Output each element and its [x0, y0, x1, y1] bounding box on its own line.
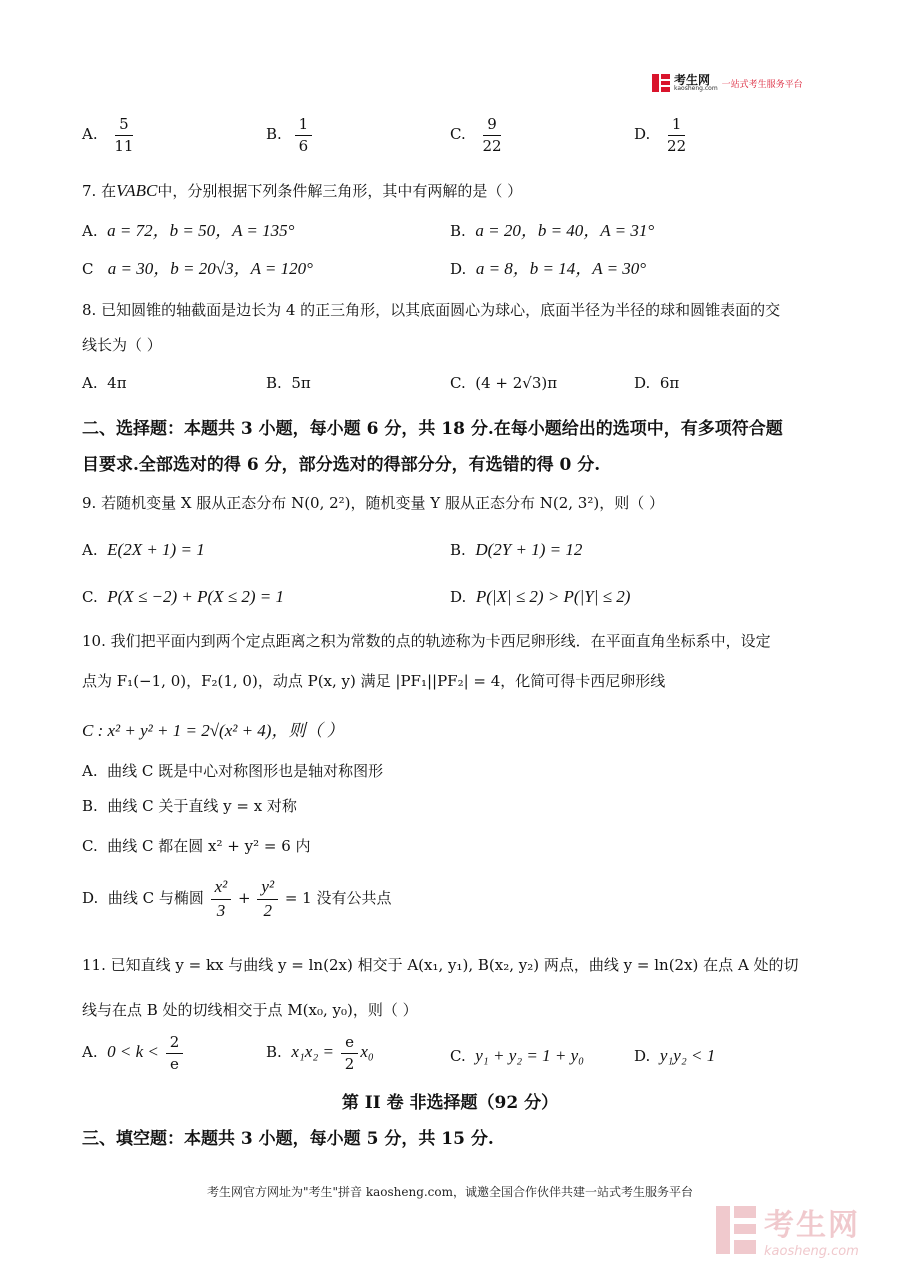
q11-stem-line1: 11. 已知直线 y = kx 与曲线 y = ln(2x) 相交于 A(x₁, y₁), B(x₂, y₂) 两点，曲线 y = ln(2x) 在点 A 处的切: [82, 956, 799, 974]
q10-option-a: A. 曲线 C 既是中心对称图形也是轴对称图形: [82, 762, 384, 780]
q9-option-a: A. E(2X + 1) = 1: [82, 540, 205, 559]
header-logo: [652, 74, 803, 92]
footer-text: 考生网官方网址为"考生"拼音 kaosheng.com，诚邀全国合作伙伴共建一站式考生服务平台: [206, 1185, 694, 1199]
q10-stem-line2: 点为 F₁(−1, 0)，F₂(1, 0)，动点 P(x, y) 满足 |PF₁||PF₂| = 4，化简可得卡西尼卵形线: [82, 672, 666, 690]
section2-heading-line2: 目要求.全部选对的得 6 分，部分选对的得部分分，有选错的得 0 分.: [82, 455, 601, 475]
q9-option-b: B. D(2Y + 1) = 12: [450, 540, 583, 559]
q7-option-c: C a = 30，b = 20√3，A = 120°: [82, 259, 313, 278]
q11-option-d: D. y₁y₂ < 1: [634, 1046, 716, 1065]
q10-option-c: C. 曲线 C 都在圆 x² + y² = 6 内: [82, 837, 311, 855]
q6-option-d: D. $\frac{1}{22}$: [634, 115, 687, 155]
q8-stem-line2: 线长为（ ）: [82, 336, 162, 354]
watermark-logo-icon: [716, 1206, 756, 1254]
q10-option-d: D. 曲线 C 与椭圆 $\frac{\text{x²}}{3}$ + $\frac{\text{y²}}{2}$ = 1 没有公共点: [82, 877, 392, 920]
q11-option-b: B. x₁x₂ = $\frac{e}{2}$ x₀: [266, 1033, 374, 1073]
watermark: [716, 1200, 860, 1259]
q8-option-d: D. 6π: [634, 374, 680, 392]
q11-option-a: A. 0 < k < $\frac{2}{e}$: [82, 1034, 185, 1072]
brand-url: kaosheng.com: [674, 85, 718, 92]
watermark-title: 考生网: [764, 1208, 860, 1243]
q11-stem-line2: 线与在点 B 处的切线相交于点 M(x₀, y₀)，则（ ）: [82, 1001, 418, 1019]
q10-option-b: B. 曲线 C 关于直线 y = x 对称: [82, 797, 297, 815]
section3-heading: 三、填空题：本题共 3 小题，每小题 5 分，共 15 分.: [82, 1129, 494, 1149]
q7-option-d: D. a = 8，b = 14，A = 30°: [450, 259, 647, 278]
q8-option-c: C. (4 + 2√3)π: [450, 374, 558, 392]
q11-option-c: C. y₁ + y₂ = 1 + y₀: [450, 1046, 585, 1065]
q10-stem-line3: C : x² + y² + 1 = 2√(x² + 4)，则（ ）: [82, 721, 344, 740]
q6-option-a: A. $\frac{5}{11}$: [82, 115, 134, 155]
brand-slogan: 一站式考生服务平台: [721, 79, 803, 90]
q9-option-d: D. P(|X| ≤ 2) > P(|Y| ≤ 2): [450, 587, 631, 606]
q7-option-b: B. a = 20，b = 40，A = 31°: [450, 221, 655, 240]
q8-option-a: A. 4π: [82, 374, 127, 392]
q6-option-c: C. $\frac{9}{22}$: [450, 115, 502, 155]
q9-stem: 9. 若随机变量 X 服从正态分布 N(0, 2²)，随机变量 Y 服从正态分布 N(2, 3²)，则（ ）: [82, 494, 664, 512]
q7-stem: 7. 在VABC中，分别根据下列条件解三角形，其中有两解的是（ ）: [82, 181, 523, 200]
q8-stem-line1: 8. 已知圆锥的轴截面是边长为 4 的正三角形，以其底面圆心为球心，底面半径为半径的球和圆锥表面的交: [82, 301, 781, 319]
brand-name: 考生网: [674, 73, 711, 87]
q9-option-c: C. P(X ≤ −2) + P(X ≤ 2) = 1: [82, 587, 285, 606]
q8-option-b: B. 5π: [266, 374, 311, 392]
watermark-url: kaosheng.com: [764, 1244, 859, 1259]
part2-title: 第 II 卷 非选择题（92 分）: [341, 1093, 559, 1113]
section2-heading-line1: 二、选择题：本题共 3 小题，每小题 6 分，共 18 分.在每小题给出的选项中，有多项符合题: [82, 419, 783, 439]
q7-option-a: A. a = 72，b = 50，A = 135°: [82, 221, 295, 240]
q6-option-b: B. $\frac{1}{6}$: [266, 116, 314, 154]
brand-logo-icon: [652, 74, 670, 92]
q10-stem-line1: 10. 我们把平面内到两个定点距离之积为常数的点的轨迹称为卡西尼卵形线．在平面直角坐标系中，设定: [82, 632, 771, 650]
